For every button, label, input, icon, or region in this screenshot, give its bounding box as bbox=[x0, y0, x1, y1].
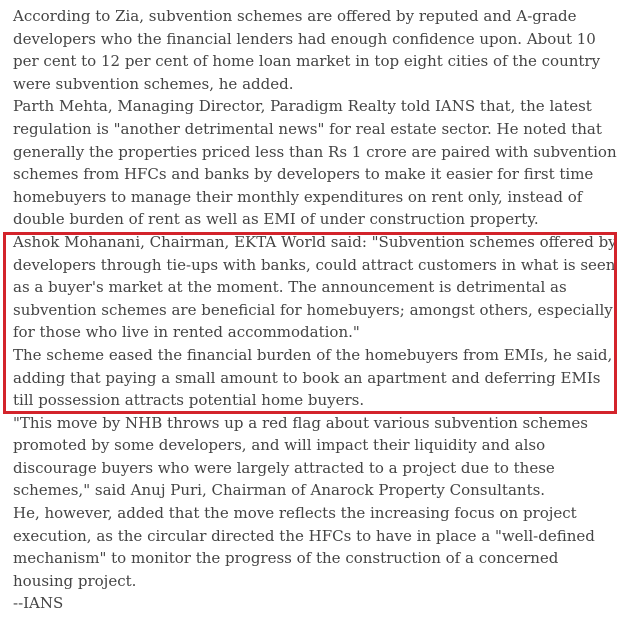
article-body bbox=[13, 5, 619, 615]
paragraph-ashok-mohanani-quote: Ashok Mohanani, Chairman, EKTA World said: "Subvention schemes offered by developers through tie-ups with banks, could attract customers in what is seen as a buyer's market at the moment. The announcement is detrimental as subvention schemes are beneficial for homebuyers; amongst others, especially for those who live in rented accommodation." bbox=[13, 232, 617, 342]
paragraph-scheme-eased: The scheme eased the financial burden of the homebuyers from EMIs, he said, adding that paying a small amount to book an apartment and deferring EMIs till possession attracts potential home buyers. bbox=[13, 345, 613, 410]
paragraph-nhb-red-flag: "This move by NHB throws up a red flag about various subvention schemes promoted by some developers, and will impact their liquidity and also discourage buyers who were largely attracted to a project due to these schemes," said Anuj Puri, Chairman of Anarock Property Consultants. bbox=[13, 413, 588, 500]
paragraph-parth-mehta: Parth Mehta, Managing Director, Paradigm Realty told IANS that, the latest regulation is "another detrimental news" for real estate sector. He noted that generally the properties priced less than Rs 1 crore are paired with subvention schemes from HFCs and banks by developers to make it easier for first time homebuyers to manage their monthly expenditures on rent only, instead of double burden of rent as well as EMI of under construction property. bbox=[13, 97, 617, 229]
paragraph-zia: According to Zia, subvention schemes are offered by reputed and A-grade developers who the financial lenders had enough confidence upon. About 10 per cent to 12 per cent of home loan market in top eight cities of the country were subvention schemes, he added. bbox=[13, 7, 601, 93]
paragraph-project-execution: He, however, added that the move reflects the increasing focus on project execution, as the circular directed the HFCs to have in place a "well-defined mechanism" to monitor the progress of the construction of a concerned housing project. bbox=[13, 504, 595, 590]
article-source-credit: --IANS bbox=[13, 594, 64, 613]
